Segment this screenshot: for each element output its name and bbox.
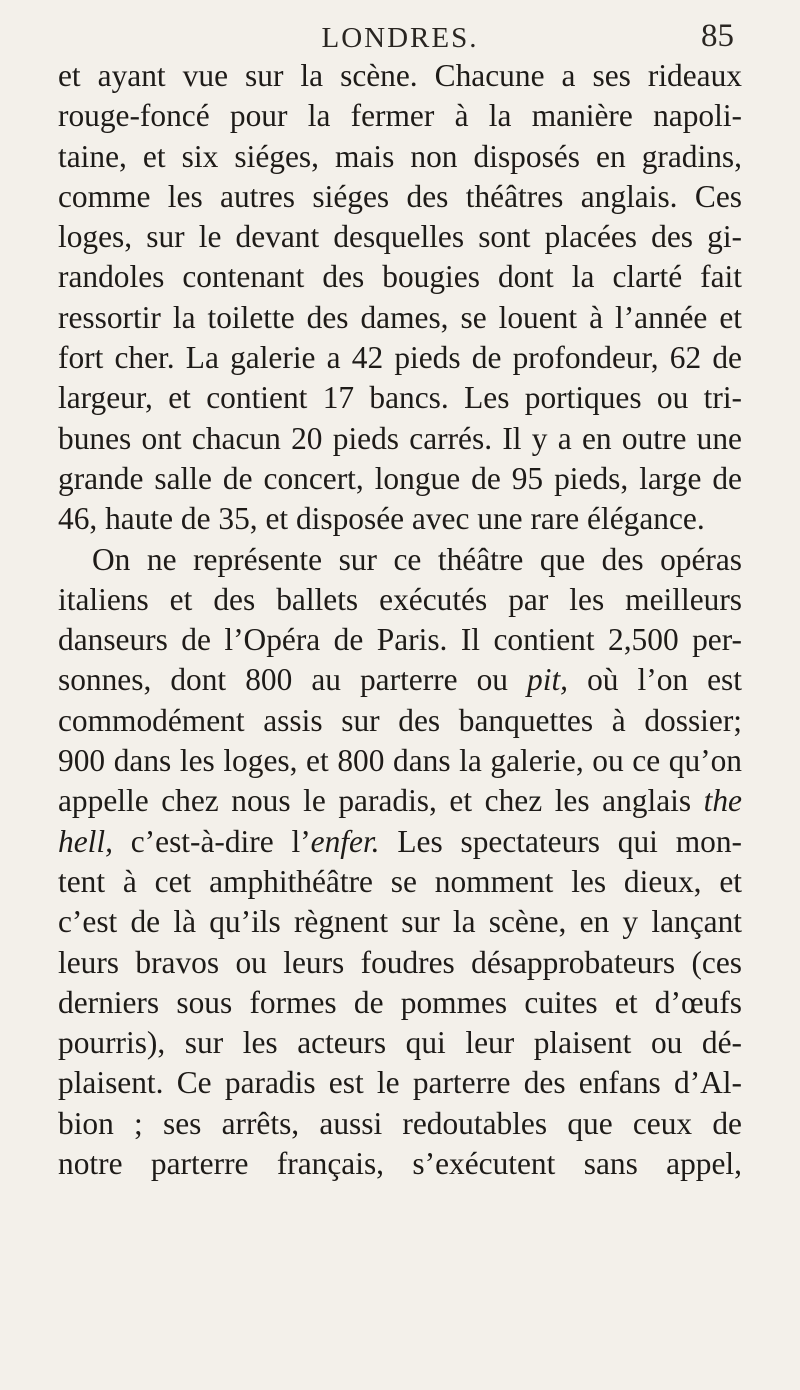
text-line: hell, c’est-à-dire l’enfer. Les spectateurs qui mon-: [58, 823, 742, 859]
text-line: bunes ont chacun 20 pieds carrés. Il y a en outre une: [58, 420, 742, 456]
text-line: pourris), sur les acteurs qui leur plaisent ou dé-: [58, 1025, 742, 1061]
running-title: LONDRES.: [321, 22, 479, 54]
text-line: loges, sur le devant desquelles sont placées des gi-: [58, 219, 742, 255]
text-line: rouge-foncé pour la fermer à la manière napoli-: [58, 98, 742, 134]
page-number: 85: [701, 18, 734, 54]
text-line: ressortir la toilette des dames, se louent à l’année et: [58, 299, 742, 335]
text-line: fort cher. La galerie a 42 pieds de profondeur, 62 de: [58, 340, 742, 376]
text-line: randoles contenant des bougies dont la clarté fait: [58, 259, 742, 295]
italic-word: pit,: [527, 662, 569, 698]
text-line: bion ; ses arrêts, aussi redoutables que ceux de: [58, 1105, 742, 1141]
text-line: tent à cet amphithéâtre se nomment les dieux, et: [58, 863, 742, 899]
text-line: derniers sous formes de pommes cuites et d’œufs: [58, 984, 742, 1020]
italic-word: the: [703, 783, 742, 819]
text-line: danseurs de l’Opéra de Paris. Il contient 2,500 per-: [58, 622, 742, 658]
text-line: c’est de là qu’ils règnent sur la scène, en y lançant: [58, 904, 742, 940]
text-line: grande salle de concert, longue de 95 pieds, large de: [58, 460, 742, 496]
text-line: sonnes, dont 800 au parterre ou pit, où l’on est: [58, 662, 742, 698]
text-line: notre parterre français, s’exécutent sans appel,: [58, 1146, 742, 1182]
text-line: On ne représente sur ce théâtre que des opéras: [92, 541, 742, 577]
text-line: leurs bravos ou leurs foudres désapprobateurs (ces: [58, 944, 742, 980]
text-line: taine, et six siéges, mais non disposés en gradins,: [58, 138, 742, 174]
body-text: [58, 56, 742, 1184]
italic-word: enfer.: [310, 823, 380, 859]
text-line: plaisent. Ce paradis est le parterre des enfans d’Al-: [58, 1065, 742, 1101]
text-line: comme les autres siéges des théâtres anglais. Ces: [58, 178, 742, 214]
text-line: commodément assis sur des banquettes à dossier;: [58, 702, 742, 738]
italic-word: hell,: [58, 823, 113, 859]
text-line: 900 dans les loges, et 800 dans la galerie, ou ce qu’on: [58, 743, 742, 779]
text-line: 46, haute de 35, et disposée avec une rare élégance.: [58, 501, 705, 537]
text-line: largeur, et contient 17 bancs. Les portiques ou tri-: [58, 380, 742, 416]
text-line: appelle chez nous le paradis, et chez les anglais the: [58, 783, 742, 819]
text-line: et ayant vue sur la scène. Chacune a ses rideaux: [58, 58, 742, 93]
text-line: italiens et des ballets exécutés par les meilleurs: [58, 581, 742, 617]
